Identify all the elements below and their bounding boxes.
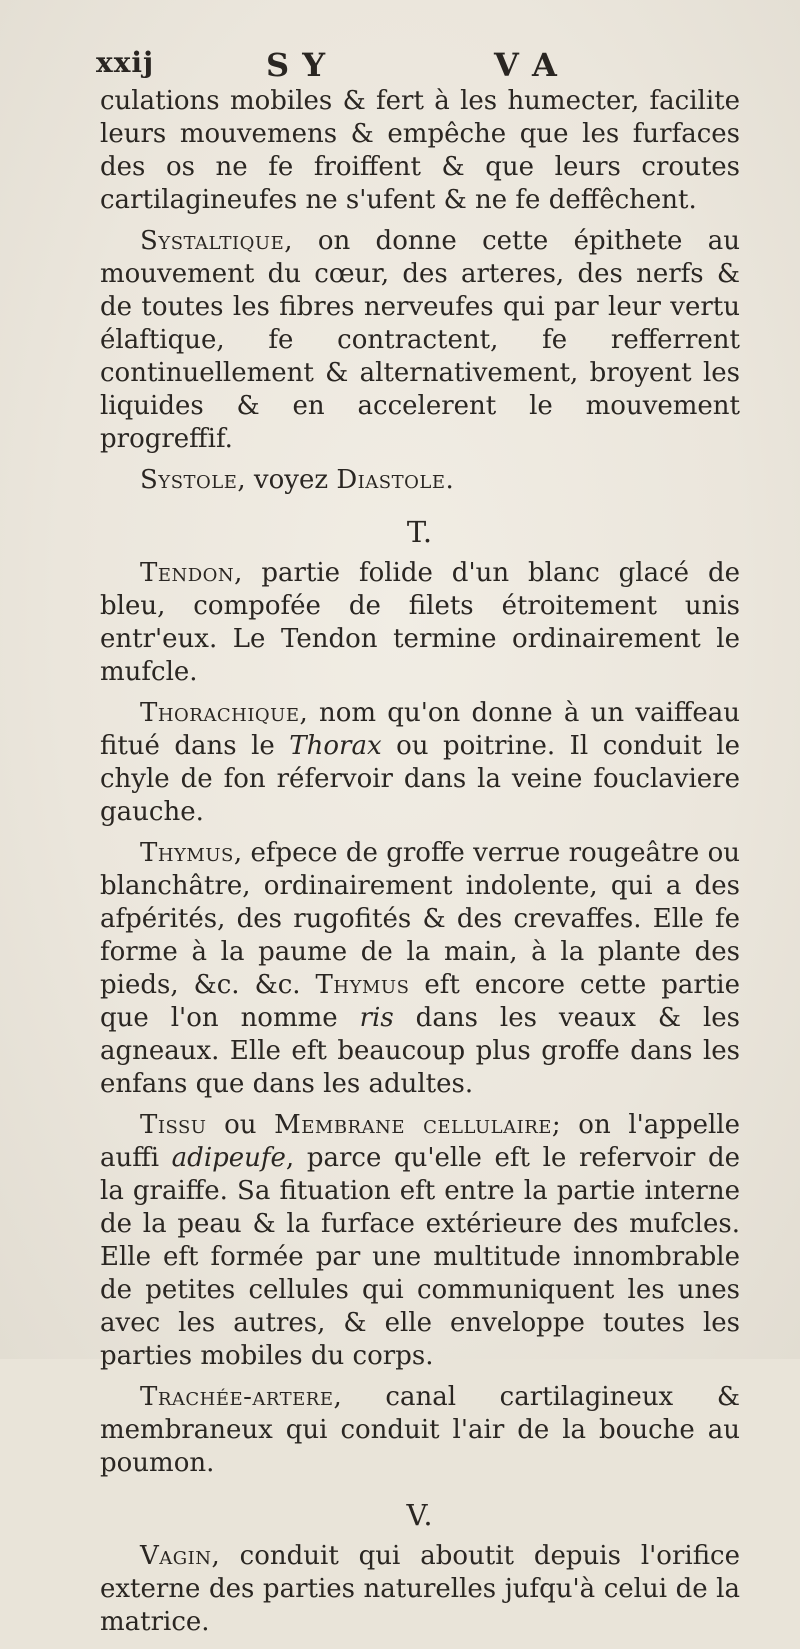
entry-term-repeat: Thymus <box>315 970 410 1000</box>
entry-vagin <box>100 1540 740 1639</box>
entry-text: ; on l'appelle auffi <box>100 1110 740 1173</box>
entry-term: Systole <box>140 465 238 495</box>
entry-term-secondary: Membrane cellulaire <box>274 1110 552 1140</box>
entry-thorachique <box>100 697 740 829</box>
section-heading-t: T. <box>406 515 434 549</box>
entry-text: eft encore cette partie que l'on nomme <box>100 970 740 1033</box>
entry-italic: Thorax <box>289 731 382 761</box>
entry-text: , efpece de groffe verrue rougeâtre ou blanchâtre, ordinairement indolente, qui a des afpérités, des rugofités & des crevaffes. Elle fe forme à la paume de la main, à la plante des pieds, &c. &c. <box>100 838 740 1000</box>
header-left-letters: S Y <box>266 46 327 84</box>
entry-text-end: . <box>445 465 454 495</box>
entry-italic: ris <box>359 1003 394 1033</box>
entry-term: Thymus <box>140 838 234 868</box>
page-number: xxij <box>96 46 155 79</box>
paragraph-continuation <box>100 85 740 217</box>
entry-term: Vagin <box>140 1541 212 1571</box>
entry-text: , parce qu'elle eft le refervoir de la graiffe. Sa fituation eft entre la partie interne de la peau & la furface extérieure des mufcles. Elle eft formée par une multitude innombrable de petites cellules qui communiquent les unes avec les autres, & elle enveloppe toutes les parties mobiles du corps. <box>100 1143 740 1371</box>
entry-text: , nom qu'on donne à un vaiffeau fitué dans le <box>100 698 740 761</box>
entry-trachee-artere <box>100 1381 740 1480</box>
page-body <box>100 85 740 1649</box>
entry-systole <box>100 464 740 497</box>
entry-term: Tendon <box>140 558 235 588</box>
section-heading-v: V. <box>406 1498 434 1532</box>
paragraph-text: culations mobiles & fert à les humecter, facilite leurs mouvemens & empêche que les furfaces des os ne fe froiffent & que leurs croutes cartilagineufes ne s'ufent & ne fe deffêchent. <box>100 86 740 215</box>
entry-text: , conduit qui aboutit depuis l'orifice externe des parties naturelles jufqu'à celui de la matrice. <box>100 1541 740 1637</box>
entry-term: Systaltique <box>140 226 285 256</box>
entry-term: Trachée-artere <box>140 1382 334 1412</box>
entry-text: , on donne cette épithete au mouvement du cœur, des arteres, des nerfs & de toutes les fibres nerveufes qui par leur vertu élaftique, fe contractent, fe refferrent continuellement & alternativement, broyent les liquides & en accelerent le mouvement progreffif. <box>100 226 740 454</box>
entry-italic: adipeufe <box>171 1143 286 1173</box>
entry-text: dans les veaux & les agneaux. Elle eft beaucoup plus groffe dans les enfans que dans les adultes. <box>100 1003 740 1099</box>
entry-thymus <box>100 837 740 1101</box>
entry-text: ou <box>206 1110 275 1140</box>
entry-text: , voyez <box>237 465 337 495</box>
entry-tissu <box>100 1109 740 1373</box>
entry-text: , partie folide d'un blanc glacé de bleu, compofée de filets étroitement unis entr'eux. Le Tendon termine ordinairement le mufcle. <box>100 558 740 687</box>
entry-text: ou poitrine. Il conduit le chyle de fon réfervoir dans la veine fouclaviere gauche. <box>100 731 740 827</box>
entry-text: , canal cartilagineux & membraneux qui conduit l'air de la bouche au poumon. <box>100 1382 740 1478</box>
header-right-letters: V A <box>494 46 558 84</box>
running-header <box>96 46 696 86</box>
entry-term: Tissu <box>140 1110 207 1140</box>
entry-systaltique <box>100 225 740 456</box>
entry-term: Thorachique <box>140 698 300 728</box>
cross-reference: Diastole <box>336 465 446 495</box>
entry-tendon <box>100 557 740 689</box>
